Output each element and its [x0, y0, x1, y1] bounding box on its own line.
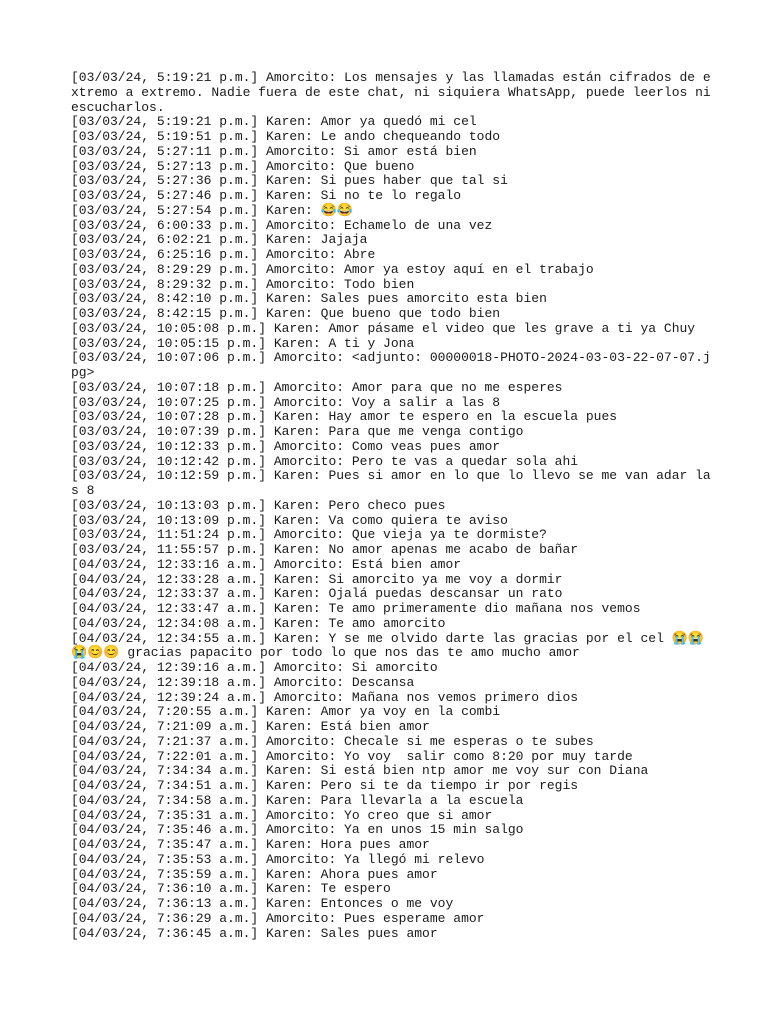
chat-message-line: [04/03/24, 7:34:58 a.m.] Karen: Para llevarla a la escuela — [71, 792, 524, 808]
chat-message-line: [04/03/24, 7:35:46 a.m.] Amorcito: Ya en unos 15 min salgo — [71, 822, 524, 838]
chat-message-line: [03/03/24, 8:29:29 p.m.] Amorcito: Amor ya estoy aquí en el trabajo — [71, 261, 594, 277]
chat-message-line: [03/03/24, 10:05:08 p.m.] Karen: Amor pásame el video que les grave a ti ya Chuy — [71, 320, 696, 336]
chat-message-line: [04/03/24, 7:35:31 a.m.] Amorcito: Yo creo que si amor — [71, 807, 493, 823]
chat-message-line: [04/03/24, 7:34:34 a.m.] Karen: Si está bien ntp amor me voy sur con Diana — [71, 763, 649, 779]
chat-message-line: [03/03/24, 6:00:33 p.m.] Amorcito: Echamelo de una vez — [71, 217, 493, 233]
chat-message-line: [03/03/24, 6:25:16 p.m.] Amorcito: Abre — [71, 247, 376, 262]
chat-message-line: [03/03/24, 10:05:15 p.m.] Karen: A ti y Jona — [71, 335, 415, 351]
chat-message-line: [03/03/24, 8:42:15 p.m.] Karen: Que bueno que todo bien — [71, 306, 501, 321]
chat-message-line: [04/03/24, 7:36:10 a.m.] Karen: Te espero — [71, 881, 391, 897]
chat-message-line: [04/03/24, 12:34:08 a.m.] Karen: Te amo amorcito — [71, 615, 446, 631]
chat-message-line: [03/03/24, 10:07:39 p.m.] Karen: Para que me venga contigo — [71, 424, 524, 439]
chat-message-line: [04/03/24, 12:39:18 a.m.] Amorcito: Descansa — [71, 674, 415, 690]
chat-transcript — [71, 70, 719, 941]
chat-message-line: [03/03/24, 5:19:21 p.m.] Amorcito: Los mensajes y las llamadas están cifrados de extremo a extremo. Nadie fuera de este chat, ni siquiera WhatsApp, puede leerlos ni escucharlos. — [71, 70, 719, 115]
chat-message-line: [03/03/24, 5:27:13 p.m.] Amorcito: Que bueno — [71, 158, 415, 174]
chat-message-line: [04/03/24, 7:36:13 a.m.] Karen: Entonces o me voy — [71, 896, 454, 911]
chat-message-line: [04/03/24, 7:21:37 a.m.] Amorcito: Checale si me esperas o te subes — [71, 733, 594, 749]
chat-message-line: [04/03/24, 12:39:24 a.m.] Amorcito: Mañana nos vemos primero dios — [71, 689, 579, 705]
chat-message-line: [03/03/24, 5:27:36 p.m.] Karen: Si pues haber que tal si — [71, 173, 508, 189]
chat-message-line: [04/03/24, 7:35:47 a.m.] Karen: Hora pues amor — [71, 837, 430, 852]
chat-message-line: [03/03/24, 10:12:59 p.m.] Karen: Pues si amor en lo que lo llevo se me van adar las 8 — [71, 468, 711, 498]
chat-message-line: [04/03/24, 12:33:47 a.m.] Karen: Te amo primeramente dio mañana nos vemos — [71, 601, 641, 616]
chat-message-line: [03/03/24, 5:27:54 p.m.] Karen: 😂😂 — [71, 202, 354, 218]
chat-message-line: [03/03/24, 5:19:51 p.m.] Karen: Le ando chequeando todo — [71, 129, 501, 144]
chat-message-line: [04/03/24, 12:33:37 a.m.] Karen: Ojalá puedas descansar un rato — [71, 586, 563, 602]
chat-message-line: [03/03/24, 10:07:28 p.m.] Karen: Hay amor te espero en la escuela pues — [71, 409, 618, 425]
chat-message-line: [03/03/24, 8:29:32 p.m.] Amorcito: Todo bien — [71, 276, 415, 292]
chat-message-line: [03/03/24, 10:12:42 p.m.] Amorcito: Pero te vas a quedar sola ahi — [71, 453, 579, 469]
chat-message-line: [03/03/24, 8:42:10 p.m.] Karen: Sales pues amorcito esta bien — [71, 291, 547, 307]
chat-message-line: [03/03/24, 10:12:33 p.m.] Amorcito: Como veas pues amor — [71, 438, 501, 454]
chat-message-line: [04/03/24, 7:35:53 a.m.] Amorcito: Ya llegó mi relevo — [71, 851, 485, 867]
chat-message-line: [03/03/24, 10:13:09 p.m.] Karen: Va como quiera te aviso — [71, 512, 508, 528]
chat-message-line: [03/03/24, 10:07:06 p.m.] Amorcito: <adjunto: 00000018-PHOTO-2024-03-03-22-07-07.jpg> — [71, 350, 711, 380]
chat-message-line: [03/03/24, 10:07:18 p.m.] Amorcito: Amor para que no me esperes — [71, 379, 563, 395]
chat-message-line: [04/03/24, 7:20:55 a.m.] Karen: Amor ya voy en la combi — [71, 704, 501, 720]
chat-message-line: [03/03/24, 11:51:24 p.m.] Amorcito: Que vieja ya te dormiste? — [71, 527, 547, 543]
chat-message-line: [04/03/24, 12:34:55 a.m.] Karen: Y se me olvido darte las gracias por el cel 😭😭😭😊😊 gracias papacito por todo lo que nos das te amo mucho amor — [71, 630, 705, 661]
chat-message-line: [04/03/24, 7:35:59 a.m.] Karen: Ahora pues amor — [71, 866, 438, 882]
chat-message-line: [04/03/24, 12:33:16 a.m.] Amorcito: Está bien amor — [71, 556, 462, 572]
chat-message-line: [04/03/24, 7:21:09 a.m.] Karen: Está bien amor — [71, 719, 430, 734]
chat-message-line: [04/03/24, 7:22:01 a.m.] Amorcito: Yo voy salir como 8:20 por muy tarde — [71, 748, 633, 764]
chat-message-line: [03/03/24, 5:27:46 p.m.] Karen: Si no te lo regalo — [71, 188, 462, 203]
chat-message-line: [04/03/24, 12:33:28 a.m.] Karen: Si amorcito ya me voy a dormir — [71, 571, 563, 587]
chat-message-line: [03/03/24, 11:55:57 p.m.] Karen: No amor apenas me acabo de bañar — [71, 542, 579, 557]
chat-message-line: [04/03/24, 7:36:45 a.m.] Karen: Sales pues amor — [71, 925, 438, 941]
chat-message-line: [03/03/24, 6:02:21 p.m.] Karen: Jajaja — [71, 232, 368, 248]
chat-message-line: [03/03/24, 10:13:03 p.m.] Karen: Pero checo pues — [71, 497, 446, 513]
chat-message-line: [04/03/24, 7:34:51 a.m.] Karen: Pero si te da tiempo ir por regis — [71, 778, 579, 793]
chat-message-line: [03/03/24, 10:07:25 p.m.] Amorcito: Voy a salir a las 8 — [71, 394, 501, 410]
chat-message-line: [04/03/24, 7:36:29 a.m.] Amorcito: Pues esperame amor — [71, 910, 485, 926]
chat-message-line: [03/03/24, 5:27:11 p.m.] Amorcito: Si amor está bien — [71, 143, 477, 159]
chat-message-line: [04/03/24, 12:39:16 a.m.] Amorcito: Si amorcito — [71, 660, 438, 675]
chat-message-line: [03/03/24, 5:19:21 p.m.] Karen: Amor ya quedó mi cel — [71, 114, 477, 130]
